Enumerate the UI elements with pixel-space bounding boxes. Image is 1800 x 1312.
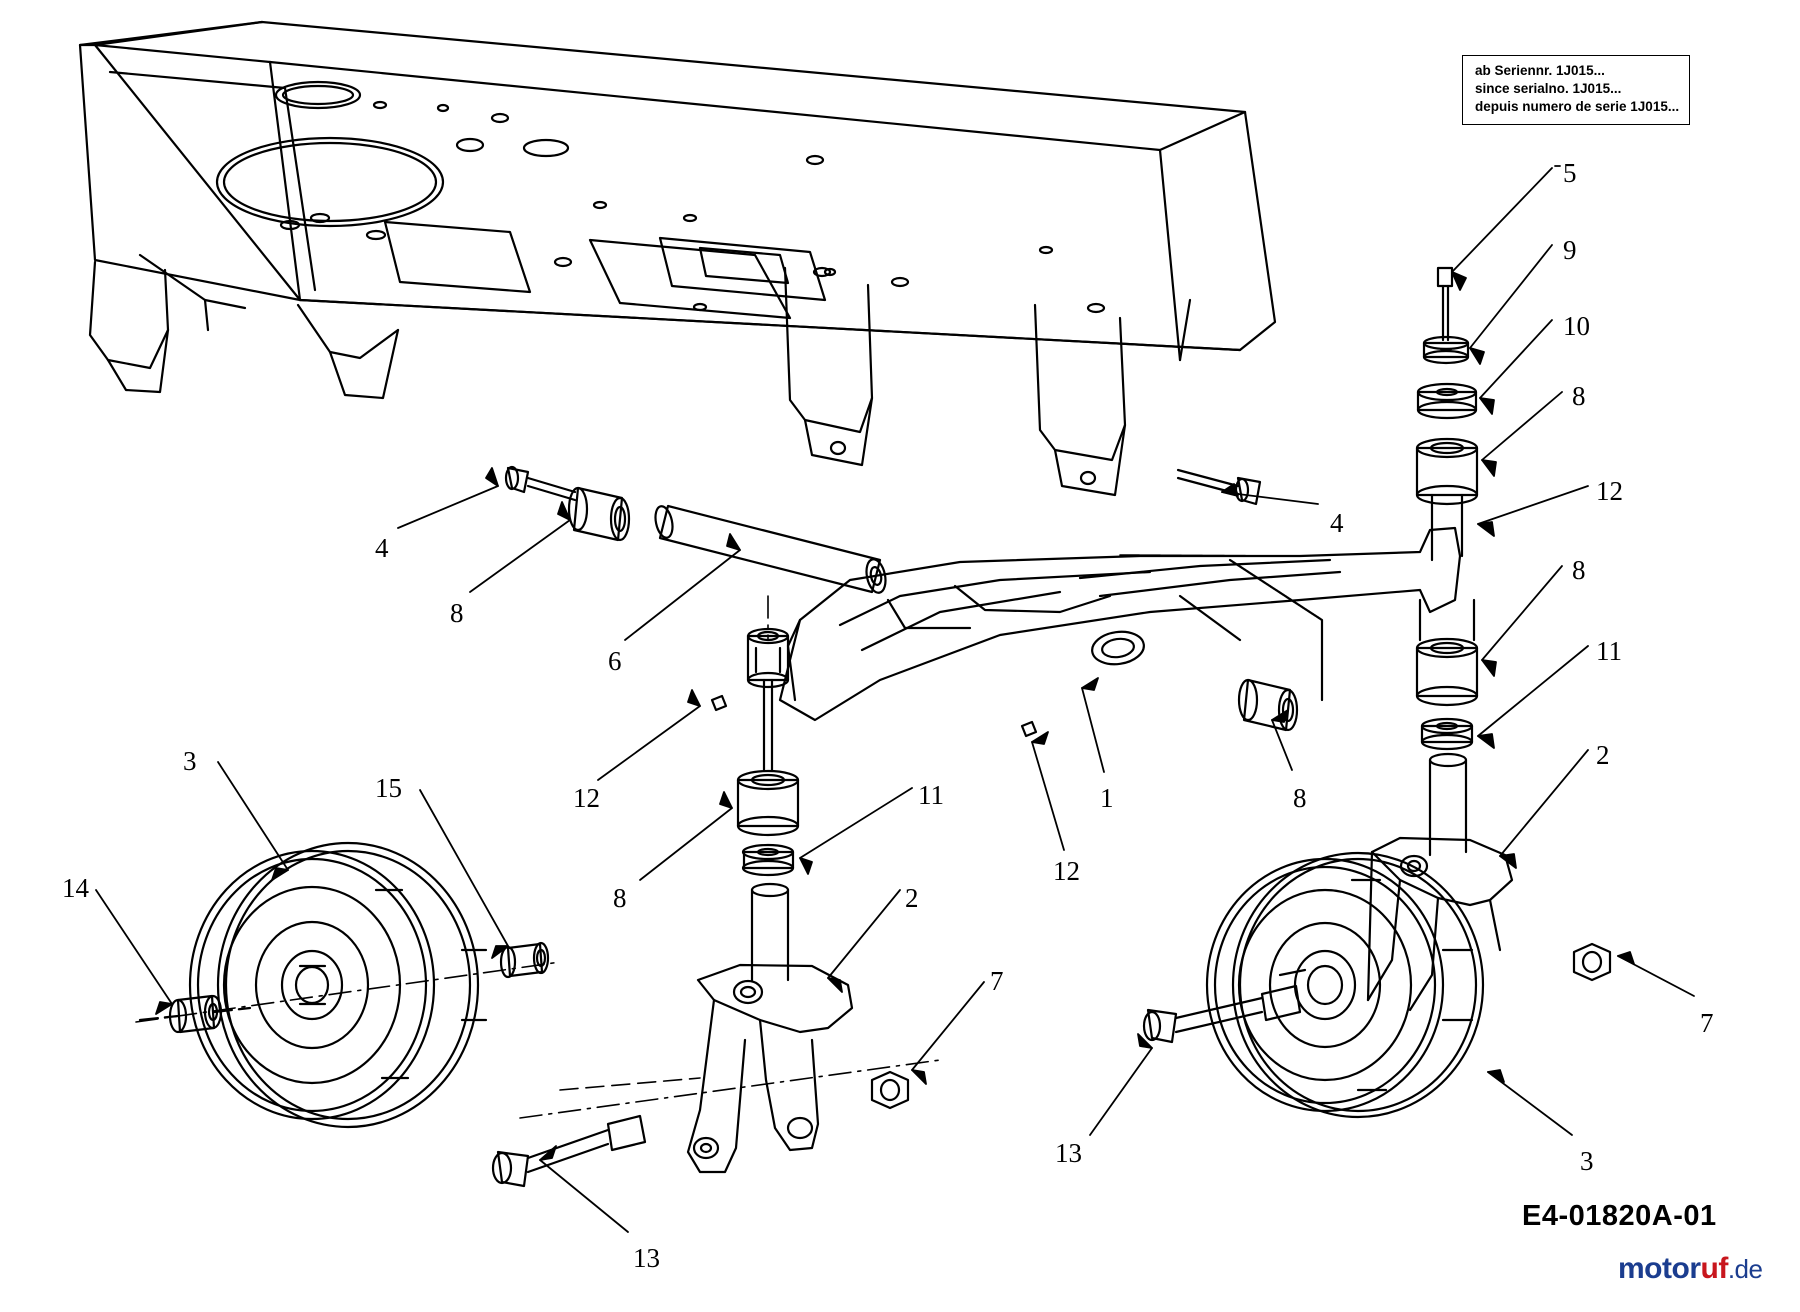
callout-7-a: 7	[990, 966, 1004, 996]
callout-6: 6	[608, 646, 622, 676]
mower-deck-outline	[80, 22, 1275, 495]
pin-12-right	[1022, 722, 1036, 736]
callout-4-b: 4	[1330, 508, 1344, 538]
note-line-en: since serialno. 1J015...	[1475, 81, 1622, 97]
watermark-uf: uf	[1700, 1252, 1728, 1285]
watermark-motor: motor	[1618, 1252, 1701, 1285]
right-caster-wheel	[1207, 853, 1483, 1117]
center-spindle-stack	[738, 629, 798, 980]
diagram-code: E4-01820A-01	[1522, 1200, 1717, 1232]
callout-5: 5	[1563, 158, 1577, 188]
callout-8-d: 8	[613, 883, 627, 913]
callout-8-e: 8	[1293, 783, 1307, 813]
bolt-left-4	[506, 467, 575, 500]
watermark	[1618, 1252, 1762, 1286]
callout-10: 10	[1563, 311, 1590, 341]
bolt-right-4	[1178, 470, 1260, 504]
callout-3-b: 3	[1580, 1146, 1594, 1176]
callout-11-a: 11	[1596, 636, 1622, 666]
callout-13-b: 13	[633, 1243, 660, 1273]
callout-8-a: 8	[1572, 381, 1586, 411]
callout-13-a: 13	[1055, 1138, 1082, 1168]
callout-15: 15	[375, 773, 402, 803]
callout-8-c: 8	[450, 598, 464, 628]
center-wheel-fork	[688, 965, 852, 1172]
nut-right-7	[1574, 944, 1610, 980]
pin-12-center	[712, 696, 726, 710]
callout-12-b: 12	[573, 783, 600, 813]
callout-9: 9	[1563, 235, 1577, 265]
watermark-de: .de	[1727, 1254, 1763, 1284]
callout-14: 14	[62, 873, 89, 903]
callout-12-c: 12	[1053, 856, 1080, 886]
support-tube	[653, 505, 888, 595]
front-axle-beam	[780, 528, 1460, 720]
nut-center-7	[872, 1072, 908, 1108]
bushing-right-beam	[1239, 680, 1297, 730]
callout-7-b: 7	[1700, 1008, 1714, 1038]
axle-bolt-center-13	[493, 1116, 645, 1186]
callout-2-b: 2	[905, 883, 919, 913]
callout-11-b: 11	[918, 780, 944, 810]
note-line-fr: depuis numero de serie 1J015...	[1475, 99, 1680, 115]
callout-4-a: 4	[375, 533, 389, 563]
note-line-de: ab Seriennr. 1J015...	[1475, 63, 1605, 78]
callout-2-a: 2	[1596, 740, 1610, 770]
callout-1: 1	[1100, 783, 1114, 813]
bushing-left-tube	[569, 488, 629, 540]
right-spindle-stack	[1417, 268, 1477, 855]
hub-spacer-15	[501, 943, 548, 977]
serial-number-note	[1462, 55, 1690, 125]
callout-12-a: 12	[1596, 476, 1623, 506]
callout-8-b: 8	[1572, 555, 1586, 585]
left-caster-wheel	[190, 843, 486, 1127]
callout-3-a: 3	[183, 746, 197, 776]
